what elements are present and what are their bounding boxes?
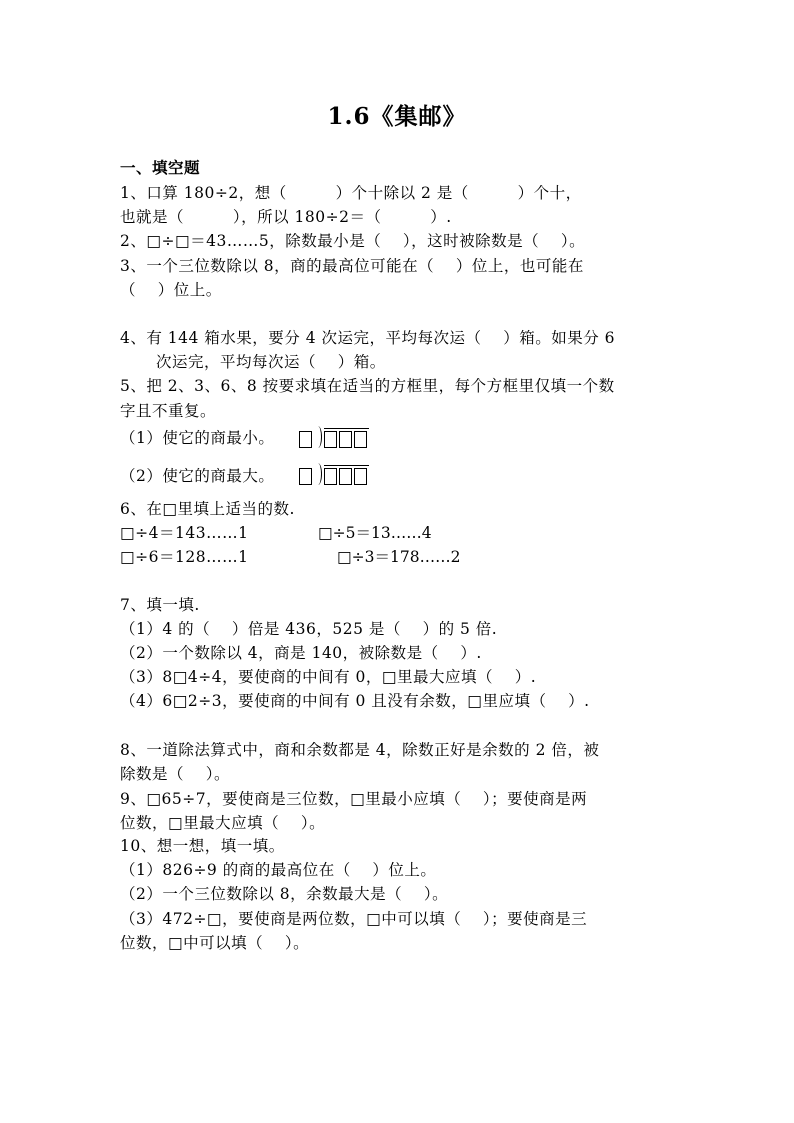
q5-sub1: （1）使它的商最小。 <box>120 429 275 447</box>
dividend-box[interactable] <box>354 468 367 485</box>
dividend-box[interactable] <box>339 468 352 485</box>
q3-line1: 3、一个三位数除以 8，商的最高位可能在（ ）位上，也可能在 <box>120 257 584 275</box>
q7-sub4: （4）6□2÷3，要使商的中间有 0 且没有余数，□里应填（ ）. <box>120 692 590 710</box>
q10-sub4: 位数，□中可以填（ ）。 <box>120 934 310 952</box>
divisor-box[interactable] <box>299 431 312 448</box>
q6-item-b: □÷5＝13……4 <box>318 524 432 542</box>
division-bracket-icon <box>314 426 322 448</box>
q6-item-d: □÷3＝178……2 <box>337 548 461 566</box>
q3-line2: （ ）位上。 <box>120 281 222 299</box>
q5-sub2: （2）使它的商最大。 <box>120 467 275 485</box>
dividend-box[interactable] <box>354 431 367 448</box>
q9-line2: 位数，□里最大应填（ ）。 <box>120 814 326 832</box>
section-heading: 一、填空题 <box>120 158 201 177</box>
q4-line1: 4、有 144 箱水果，要分 4 次运完，平均每次运（ ）箱。如果分 6 <box>120 329 616 347</box>
q4-line2: 次运完，平均每次运（ ）箱。 <box>156 353 386 371</box>
q6-line1: 6、在□里填上适当的数. <box>120 500 295 518</box>
q6-item-c: □÷6＝128……1 <box>120 548 249 566</box>
page-title: 1.6《集邮》 <box>327 103 467 130</box>
q10-line1: 10、想一想，填一填。 <box>120 837 285 855</box>
division-bracket-icon <box>314 463 322 485</box>
q7-sub2: （2）一个数除以 4，商是 140，被除数是（ ）. <box>120 644 482 662</box>
q2-text: 2、□÷□＝43……5，除数最小是（ ），这时被除数是（ ）。 <box>120 232 586 250</box>
q8-line1: 8、一道除法算式中，商和余数都是 4，除数正好是余数的 2 倍，被 <box>120 741 600 759</box>
divisor-box[interactable] <box>299 468 312 485</box>
division-boxes-max <box>299 463 369 485</box>
q1-line1: 1、口算 180÷2，想（ ）个十除以 2 是（ ）个十， <box>120 184 582 202</box>
q1-line2: 也就是（ ），所以 180÷2＝（ ）. <box>120 208 452 226</box>
dividend-box[interactable] <box>324 468 337 485</box>
q8-line2: 除数是（ ）。 <box>120 765 230 783</box>
q10-sub3: （3）472÷□，要使商是两位数，□中可以填（ ）；要使商是三 <box>120 910 588 928</box>
q10-sub1: （1）826÷9 的商的最高位在（ ）位上。 <box>120 861 437 879</box>
q5-line2: 字且不重复。 <box>120 402 217 420</box>
dividend-box[interactable] <box>339 431 352 448</box>
dividend-box[interactable] <box>324 431 337 448</box>
q7-line1: 7、填一填. <box>120 596 200 614</box>
q6-item-a: □÷4＝143……1 <box>120 524 249 542</box>
q5-line1: 5、把 2、3、6、8 按要求填在适当的方框里，每个方框里仅填一个数 <box>120 377 615 395</box>
q9-line1: 9、□65÷7，要使商是三位数，□里最小应填（ ）；要使商是两 <box>120 790 588 808</box>
q7-sub3: （3）8□4÷4，要使商的中间有 0，□里最大应填（ ）. <box>120 668 537 686</box>
division-boxes-min <box>299 426 369 448</box>
q7-sub1: （1）4 的（ ）倍是 436，525 是（ ）的 5 倍. <box>120 620 498 638</box>
q10-sub2: （2）一个三位数除以 8，余数最大是（ ）。 <box>120 885 449 903</box>
dividend-boxes <box>324 465 369 485</box>
dividend-boxes <box>324 428 369 448</box>
